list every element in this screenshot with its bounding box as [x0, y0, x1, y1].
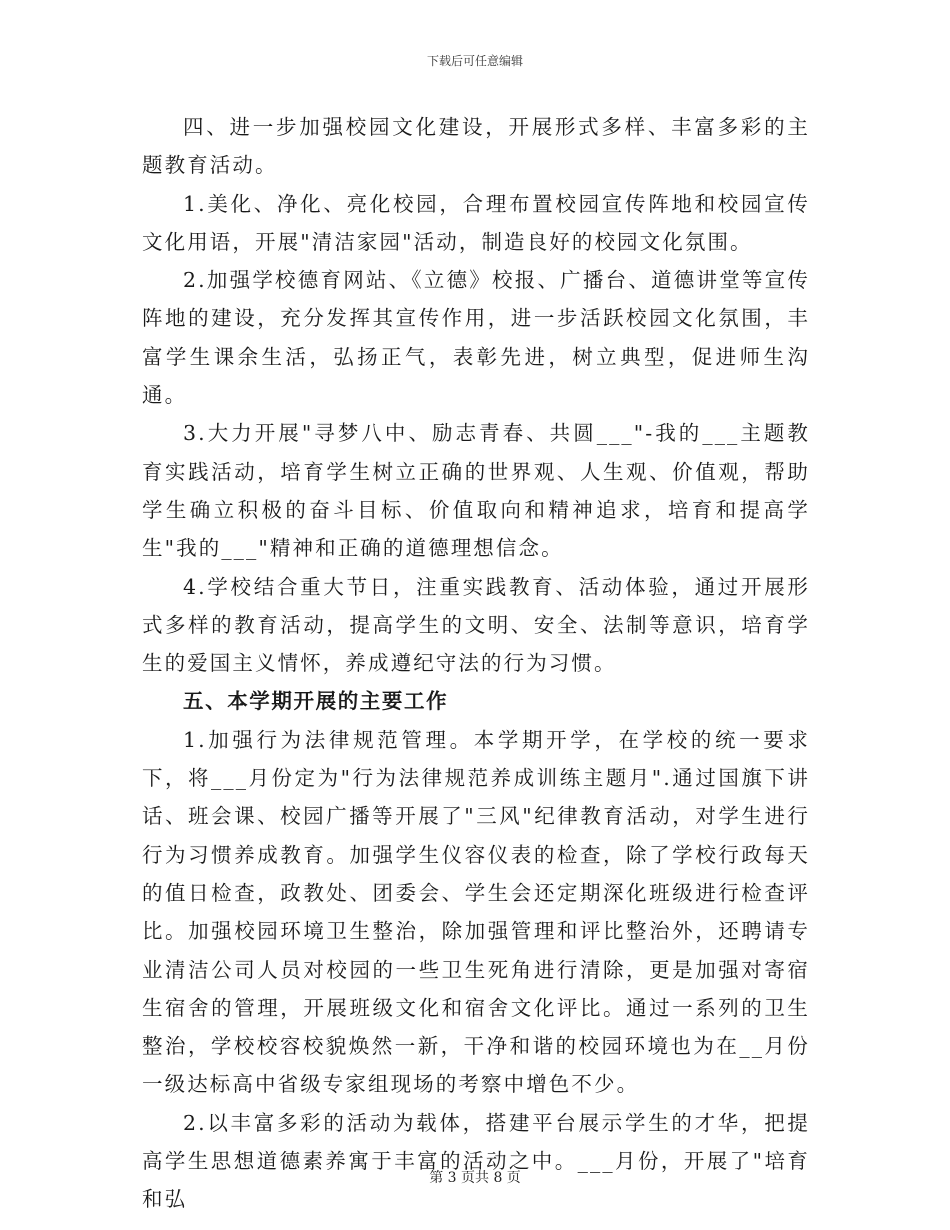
paragraph-item-4-4: 4.学校结合重大节日，注重实践教育、活动体验，通过开展形式多样的教育活动，提高学生的文明、安全、法制等意识，培育学生的爱国主义情怀，养成遵纪守法的行为习惯。: [142, 574, 810, 676]
section-five-heading: 五、本学期开展的主要工作: [183, 689, 449, 714]
document-body: [142, 108, 810, 1219]
paragraph-item-4-3: 3.大力开展"寻梦八中、励志青春、共圆___"-我的___主题教育实践活动，培育学生树立正确的世界观、人生观、价值观，帮助学生确立积极的奋斗目标、价值取向和精神追求，培育和提高学生"我的___"精神和正确的道德理想信念。: [142, 421, 810, 561]
section-four-heading: 四、进一步加强校园文化建设，开展形式多样、丰富多彩的主题教育活动。: [142, 115, 810, 178]
paragraph-item-5-1: 1.加强行为法律规范管理。本学期开学，在学校的统一要求下，将___月份定为"行为法律规范养成训练主题月".通过国旗下讲话、班会课、校园广播等开展了"三风"纪律教育活动，对学生进行行为习惯养成教育。加强学生仪容仪表的检查，除了学校行政每天的值日检查，政教处、团委会、学生会还定期深化班级进行检查评比。加强校园环境卫生整治，除加强管理和评比整治外，还聘请专业清洁公司人员对校园的一些卫生死角进行清除，更是加强对寄宿生宿舍的管理，开展班级文化和宿舍文化评比。通过一系列的卫生整治，学校校容校貌焕然一新，干净和谐的校园环境也为在__月份一级达标高中省级专家组现场的考察中增色不少。: [142, 727, 810, 1097]
paragraph-item-5-2: 2.以丰富多彩的活动为载体，搭建平台展示学生的才华，把提高学生思想道德素养寓于丰富的活动之中。___月份，开展了"培育和弘: [142, 1110, 810, 1212]
paragraph-item-4-1: 1.美化、净化、亮化校园，合理布置校园宣传阵地和校园宣传文化用语，开展"清洁家园"活动，制造良好的校园文化氛围。: [142, 191, 810, 254]
page-footer: 第 3 页共 8 页: [429, 1170, 521, 1186]
paragraph-item-4-2: 2.加强学校德育网站、《立德》校报、广播台、道德讲堂等宣传阵地的建设，充分发挥其宣传作用，进一步活跃校园文化氛围，丰富学生课余生活，弘扬正气，表彰先进，树立典型，促进师生沟通。: [142, 268, 810, 408]
page-header: 下载后可任意编辑: [426, 54, 523, 68]
